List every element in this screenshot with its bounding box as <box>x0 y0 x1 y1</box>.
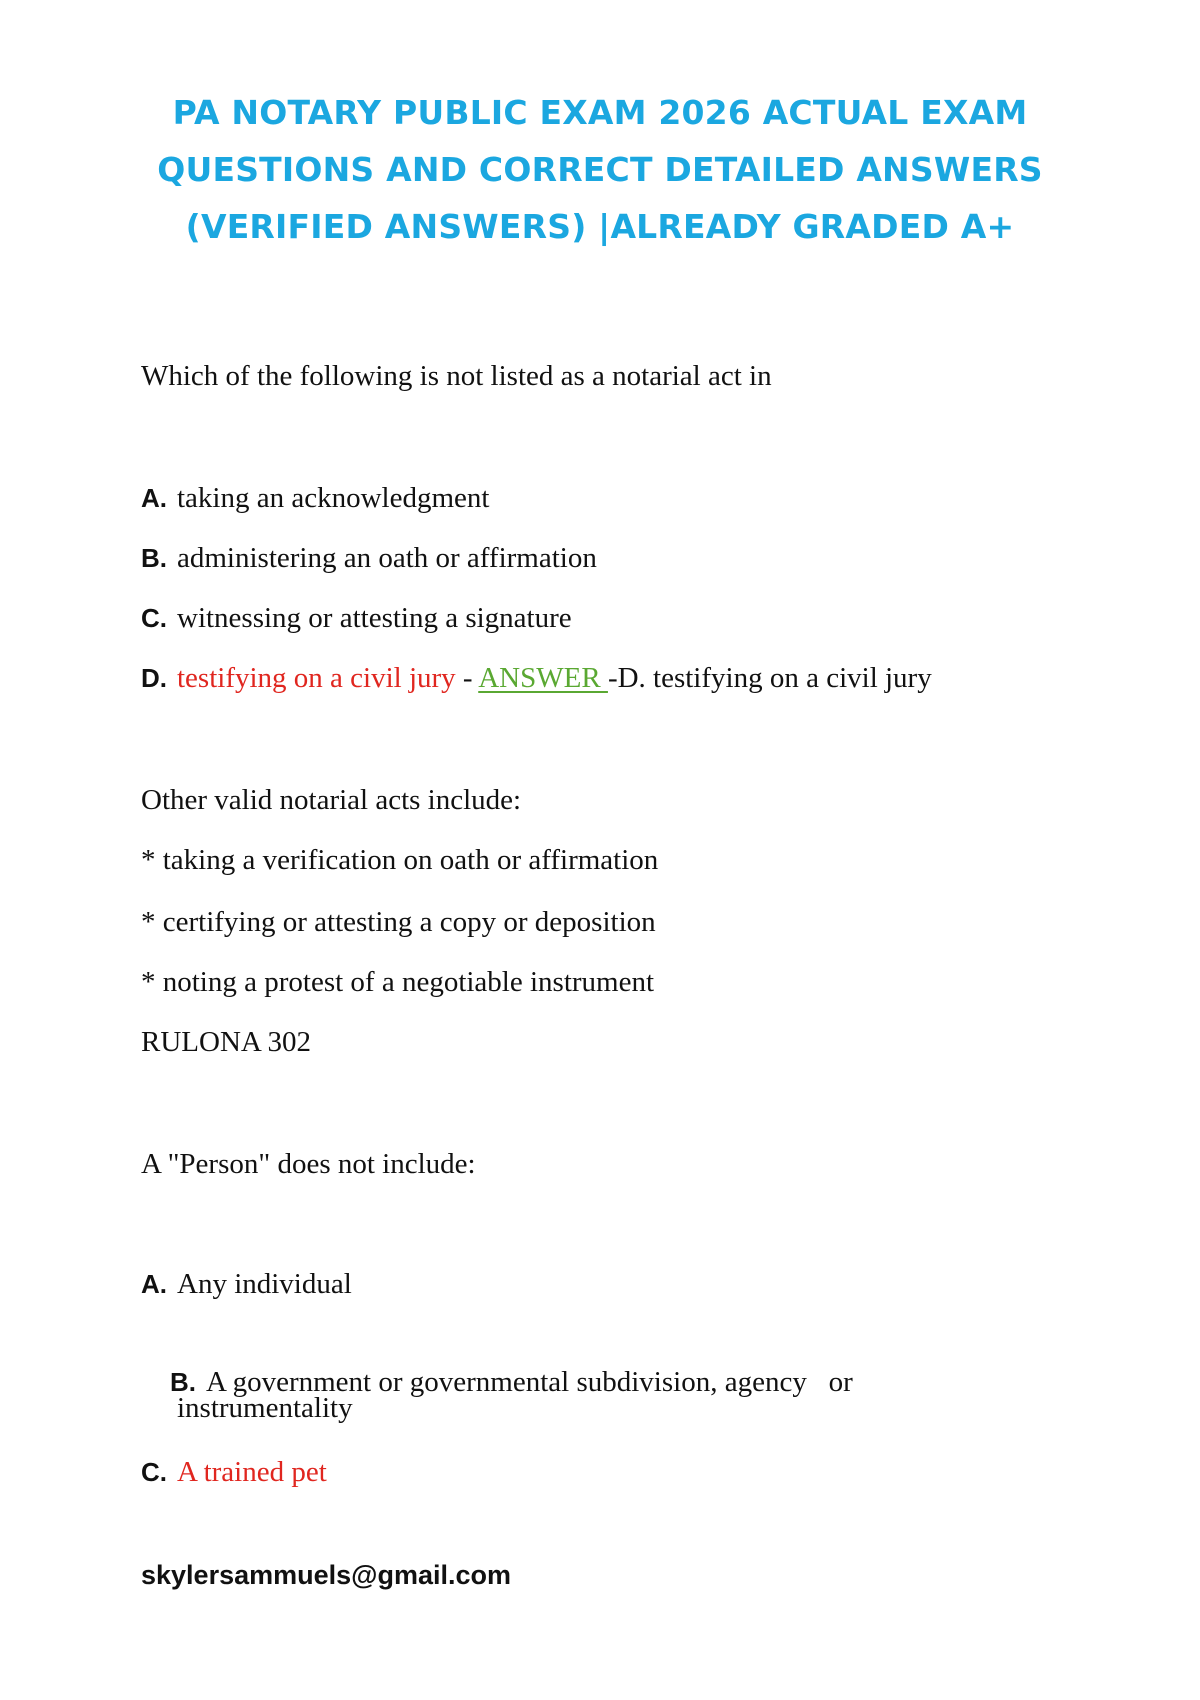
explanation-item: * certifying or attesting a copy or deposition <box>141 906 656 938</box>
title-line-3: (VERIFIED ANSWERS) |ALREADY GRADED A+ <box>185 207 1015 246</box>
option-text: taking an acknowledgment <box>177 482 490 514</box>
title-line-1: PA NOTARY PUBLIC EXAM 2026 ACTUAL EXAM <box>172 93 1028 132</box>
option-text: A government or governmental subdivision, agency or <box>206 1366 853 1398</box>
question-1-option-d <box>141 660 932 696</box>
option-letter: C. <box>141 1457 167 1487</box>
option-text: administering an oath or affirmation <box>177 542 597 574</box>
question-2-option-c <box>141 1454 327 1490</box>
explanation-item: * taking a verification on oath or affirmation <box>141 844 659 876</box>
option-letter: D. <box>141 663 167 693</box>
question-1-option-c <box>141 600 572 636</box>
option-letter: C. <box>141 603 167 633</box>
answer-label: ANSWER <box>478 662 608 694</box>
option-letter: A. <box>141 483 167 513</box>
document-title <box>100 84 1100 255</box>
option-letter: B. <box>141 543 167 573</box>
option-letter: B. <box>170 1367 196 1397</box>
option-text-correct: A trained pet <box>177 1456 327 1488</box>
option-letter: A. <box>141 1269 167 1299</box>
answer-text: -D. testifying on a civil jury <box>607 662 932 694</box>
question-2-prompt: A "Person" does not include: <box>141 1148 476 1180</box>
question-2-option-a <box>141 1266 352 1302</box>
answer-separator: - <box>455 662 479 694</box>
option-text-correct: testifying on a civil jury <box>177 662 456 694</box>
question-2-option-b-continuation: instrumentality <box>177 1392 353 1424</box>
explanation-item: * noting a protest of a negotiable instrument <box>141 966 655 998</box>
title-line-2: QUESTIONS AND CORRECT DETAILED ANSWERS <box>157 150 1043 189</box>
option-text: witnessing or attesting a signature <box>177 602 572 634</box>
option-text: Any individual <box>177 1268 352 1300</box>
reference-citation: RULONA 302 <box>141 1026 311 1058</box>
question-1-prompt: Which of the following is not listed as a notarial act in <box>141 360 772 392</box>
explanation-intro: Other valid notarial acts include: <box>141 784 522 816</box>
question-1-option-a <box>141 480 489 516</box>
question-1-option-b <box>141 540 597 576</box>
author-email: skylersammuels@gmail.com <box>141 1560 512 1590</box>
